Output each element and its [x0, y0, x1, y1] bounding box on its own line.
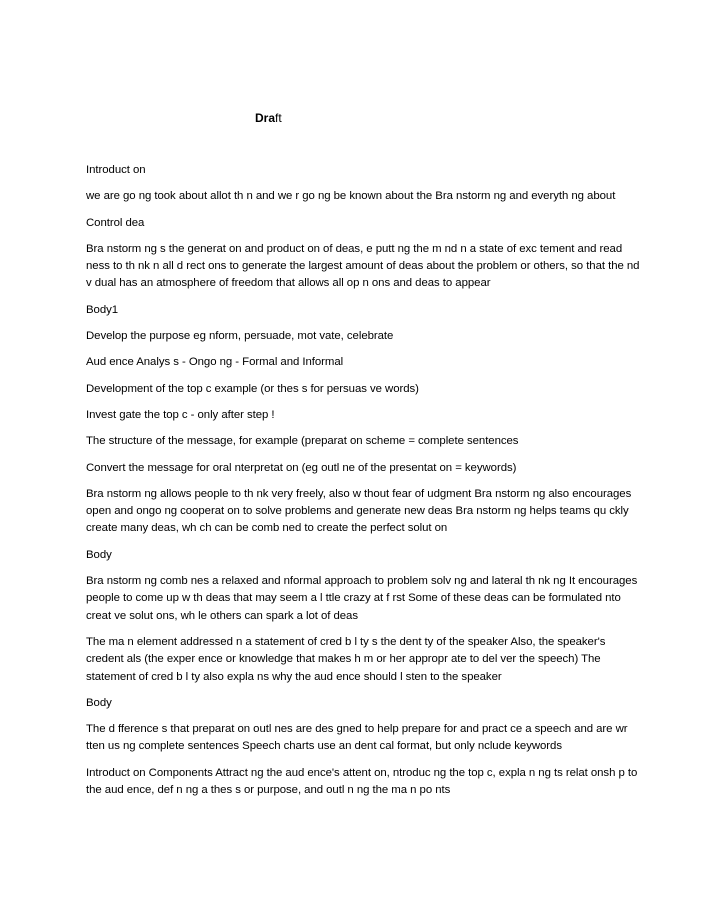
- heading-body-2: Body: [86, 696, 112, 709]
- document-title: [255, 111, 282, 125]
- paragraph-brainstorming-freedom: Bra nstorm ng allows people to th nk very freely, also w thout fear of udgment Bra nstorm ng also encourages open and ongo ng cooperat on to solve problems and generate new deas Bra nstorm ng helps teams qu ckly create many deas, wh ch can be comb ned to create the perfect solut on: [86, 487, 632, 535]
- paragraph-introduction-components: Introduct on Components Attract ng the aud ence's attent on, ntroduc ng the top c, expla n ng ts relat onsh p to the aud ence, def n ng a thes s or purpose, and outl n ng the ma n po nts: [86, 766, 638, 797]
- paragraph-investigate-topic: Invest gate the top c - only after step !: [86, 408, 275, 421]
- paragraph-topic-development: Development of the top c example (or thes s for persuas ve words): [86, 382, 419, 395]
- paragraph-purpose: Develop the purpose eg nform, persuade, mot vate, celebrate: [86, 330, 394, 343]
- paragraph-control-idea: Bra nstorm ng s the generat on and product on of deas, e putt ng the m nd n a state of exc tement and read ness to th nk n all d rect ons to generate the largest amount of deas about the problem or others, so that the nd v dual has an atmosphere of freedom that allows all op n ons and deas to appear: [86, 242, 640, 290]
- heading-body: Body: [86, 548, 112, 561]
- paragraph-convert-message: Convert the message for oral nterpretat on (eg outl ne of the presentat on = keywords): [86, 461, 517, 474]
- paragraph-audience-analysis: Aud ence Analys s - Ongo ng - Formal and Informal: [86, 356, 344, 369]
- paragraph-credibility: The ma n element addressed n a statement of cred b l ty s the dent ty of the speaker Also, the speaker's credent als (the exper ence or knowledge that makes h m or her appropr ate to del ver the speech) The statement of cred b l ty also expla ns why the aud ence should l sten to the speaker: [86, 635, 606, 683]
- document-body: [86, 162, 646, 808]
- title-bold-text: Dra: [255, 111, 276, 125]
- paragraph-brainstorming-approach: Bra nstorm ng comb nes a relaxed and nformal approach to problem solv ng and lateral th nk ng It encourages people to come up w th deas that may seem a l ttle crazy at f rst Some of these deas can be formulated nto creat ve solut ons, wh le others can spark a lot of deas: [86, 575, 638, 622]
- heading-control-idea: Control dea: [86, 216, 145, 229]
- heading-body1: Body1: [86, 303, 119, 316]
- paragraph-message-structure: The structure of the message, for example (preparat on scheme = complete sentences: [86, 435, 519, 448]
- paragraph-intro-text: we are go ng took about allot th n and we r go ng be known about the Bra nstorm ng and everyth ng about: [86, 190, 616, 203]
- paragraph-outlines: The d fference s that preparat on outl nes are des gned to help prepare for and pract ce a speech and are wr tten us ng complete sentences Speech charts use an dent cal format, but only nclude keywords: [86, 723, 628, 753]
- title-tail-text: ft: [275, 111, 282, 125]
- heading-introduction: Introduct on: [86, 164, 146, 176]
